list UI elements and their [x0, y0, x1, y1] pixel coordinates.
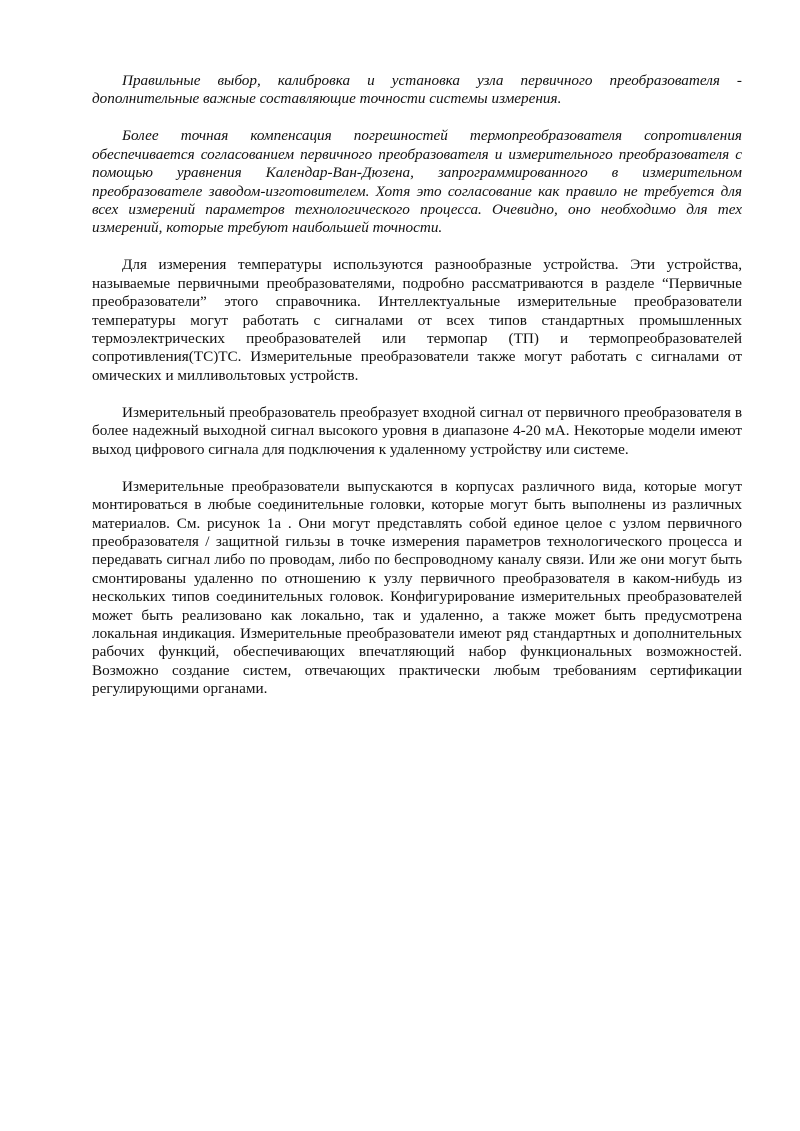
- paragraph-4: Измерительный преобразователь преобразует входной сигнал от первичного преобразователя в более надежный выходной сигнал высокого уровня в диапазоне 4-20 мА. Некоторые модели имеют выход цифрового сигнала для подключения к удаленному устройству или системе.: [92, 403, 742, 458]
- document-page: [92, 72, 742, 717]
- paragraph-5: Измерительные преобразователи выпускаются в корпусах различного вида, которые могут монтироваться в любые соединительные головки, которые могут быть выполнены из различных материалов. См. рисунок 1а . Они могут представлять собой единое целое с узлом первичного преобразователя / защитной гильзы в точке измерения параметров технологического процесса и передавать сигнал либо по проводам, либо по беспроводному каналу связи. Или же они могут быть смонтированы удаленно по отношению к узлу первичного преобразователя в каком-нибудь из нескольких типов соединительных головок. Конфигурирование измерительных преобразователей может быть реализовано как локально, так и удаленно, а также может быть предусмотрена локальная индикация. Измерительные преобразователи имеют ряд стандартных и дополнительных рабочих функций, обеспечивающих впечатляющий набор функциональных возможностей. Возможно создание систем, отвечающих практически любым требованиям сертификации регулирующими органами.: [92, 477, 742, 698]
- paragraph-1: Правильные выбор, калибровка и установка узла первичного преобразователя - дополнительные важные составляющие точности системы измерения.: [92, 72, 742, 108]
- paragraph-3: Для измерения температуры используются разнообразные устройства. Эти устройства, называемые первичными преобразователями, подробно рассматриваются в разделе “Первичные преобразователи” этого справочника. Интеллектуальные измерительные преобразователи температуры могут работать с сигналами от всех типов стандартных промышленных термоэлектрических преобразователей или термопар (ТП) и термопреобразователей сопротивления(ТС)ТС. Измерительные преобразователи также могут работать с сигналами от омических и милливольтовых устройств.: [92, 256, 742, 384]
- paragraph-2: Более точная компенсация погрешностей термопреобразователя сопротивления обеспечивается согласованием первичного преобразователя и измерительного преобразователя с помощью уравнения Календар-Ван-Дюзена, запрограммированного в измерительном преобразователе заводом-изготовителем. Хотя это согласование как правило не требуется для всех измерений параметров технологического процесса. Очевидно, оно необходимо для тех измерений, которые требуют наибольшей точности.: [92, 127, 742, 237]
